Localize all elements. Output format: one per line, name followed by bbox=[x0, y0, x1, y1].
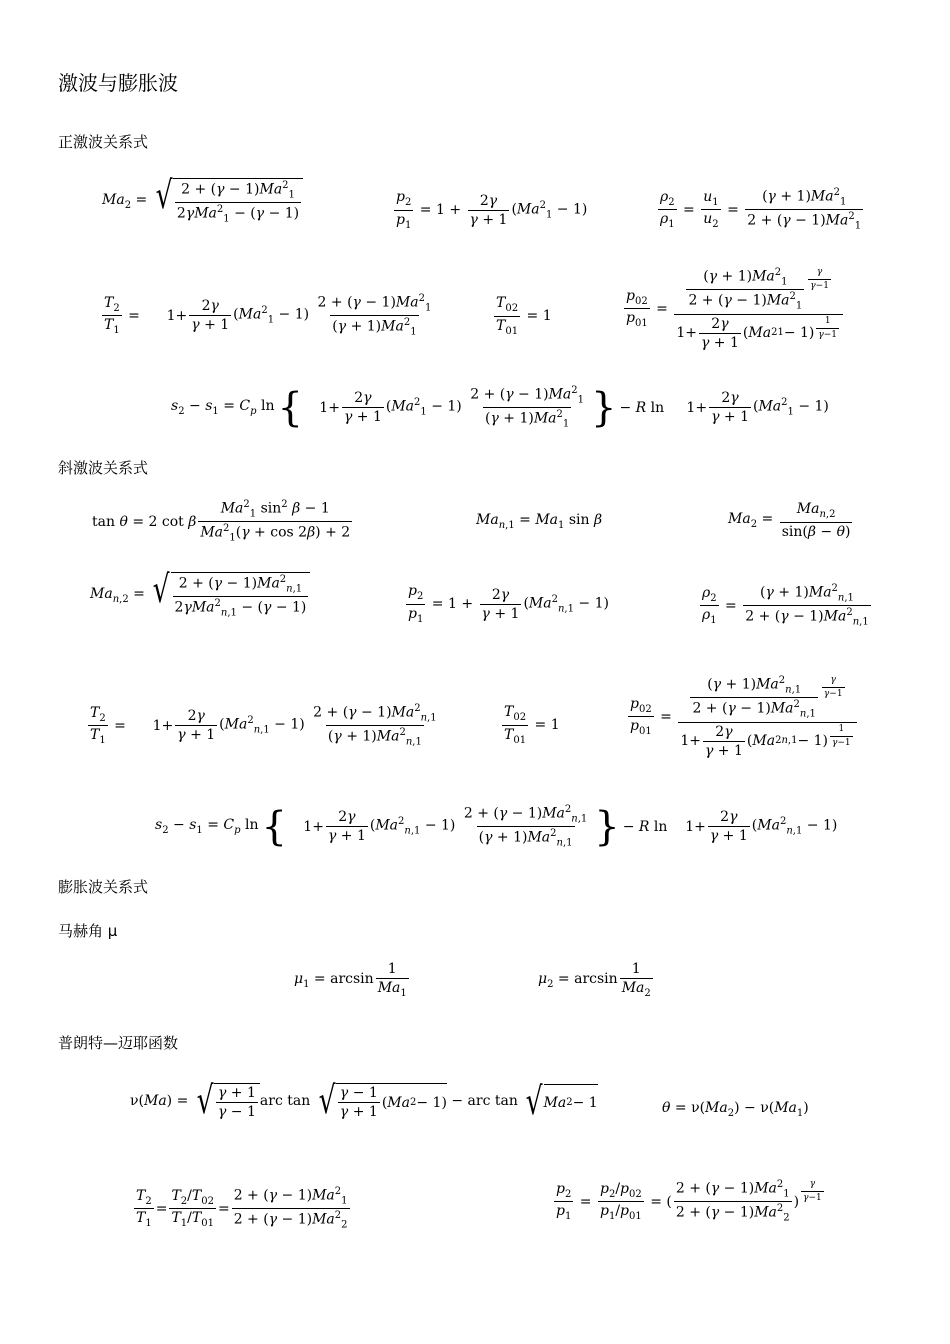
equation-normal-component-mach: $Ma_{n,1} = Ma_1$ sin β bbox=[476, 512, 603, 531]
equation-oblique-entropy: $s_2 - s_1 = C_p$ ln { 1+ $\frac{2\gamma}{\gamma + 1}$ $(Ma^2_{n,1} - 1)$ $\frac{2 + (\gamma - 1)Ma^2_{n,1}}{(\gamma + 1)Ma^2_{n,1}}$ } − R ln 1+ $\frac{2\gamma}{\gamma + 1}$ $(Ma^2_{n,1} - 1)$ bbox=[155, 803, 838, 850]
equation-turn-angle: $\theta = \nu(Ma_2) - \nu(Ma_1)$ bbox=[662, 1100, 809, 1119]
equation-normal-total-temperature: $\frac{T_{02}}{T_{01}}$ = 1 bbox=[496, 295, 552, 337]
equation-oblique-density-ratio: $\frac{\rho_2}{\rho_1}$ = $\frac{(\gamma + 1)Ma^2_{n,1}}{2 + (\gamma - 1)Ma^2_{n,1}}$ bbox=[702, 583, 869, 628]
equation-normal-total-pressure: $\frac{p_{02}}{p_{01}}$ = $\frac{(\gamma + 1)Ma^2_1}{2 + (\gamma - 1)Ma^2_1}$ $^{\frac{\gamma}{\gamma-1}}$ 1+ $\frac{2\gamma}{\gamma + 1}$ ( Ma 2 1 − 1) $^{\frac{1}{\gamma-1}}$ bbox=[622, 268, 845, 350]
equation-mach-angle-2: $\mu_2 = \arcsin$ $\frac{1}{Ma_2}$ bbox=[538, 961, 651, 999]
section-expansion-wave: 膨胀波关系式 bbox=[58, 878, 149, 896]
equation-normal-entropy: $s_2 - s_1 = C_p$ ln { 1+ $\frac{2\gamma}{\gamma + 1}$ $(Ma^2_1 - 1)$ $\frac{2 + (\gamma - 1)Ma^2_1}{(\gamma + 1)Ma^2_1}$ } − R ln 1+ $\frac{2\gamma}{\gamma + 1}$ $(Ma^2_1 - 1)$ bbox=[171, 384, 829, 431]
equation-oblique-total-pressure: $\frac{p_{02}}{p_{01}}$ = $\frac{(\gamma + 1)Ma^2_{n,1}}{2 + (\gamma - 1)Ma^2_{n,1}}$ $^{\frac{\gamma}{\gamma-1}}$ 1+ $\frac{2\gamma}{\gamma + 1}$ ( Ma 2 n,1 − 1) $^{\frac{1}{\gamma-1}}$ bbox=[626, 676, 859, 758]
equation-normal-density-ratio: $\frac{\rho_2}{\rho_1}$ = $\frac{u_1}{u_2}$ = $\frac{(\gamma + 1)Ma^2_1}{2 + (\gamma - 1)Ma^2_1}$ bbox=[660, 187, 862, 232]
equation-normal-temperature-ratio: $\frac{T_2}{T_1}$ = 1+ $\frac{2\gamma}{\gamma + 1}$ $(Ma^2_1 - 1)$ $\frac{2 + (\gamma - 1)Ma^2_1}{(\gamma + 1)Ma^2_1}$ bbox=[104, 293, 432, 338]
equation-expansion-pressure-ratio: $\frac{p_2}{p_1}$ = $\frac{p_2/p_{02}}{p_1/p_{01}}$ = ( $\frac{2 + (\gamma - 1)Ma^2_1}{2 + (\gamma - 1)Ma^2_2}$ ) $^{\frac{\gamma}{\gamma-1}}$ bbox=[556, 1179, 822, 1224]
section-oblique-shock: 斜激波关系式 bbox=[58, 459, 149, 477]
page-title: 激波与膨胀波 bbox=[58, 71, 178, 95]
equation-mach-angle-1: $\mu_1 = \arcsin$ $\frac{1}{Ma_1}$ bbox=[294, 961, 407, 999]
section-normal-shock: 正激波关系式 bbox=[58, 133, 149, 151]
subsection-mach-angle: 马赫角 μ bbox=[58, 922, 118, 940]
equation-expansion-temperature-ratio: $\frac{T_2}{T_1}$ = $\frac{T_2/T_{02}}{T_1/T_{01}}$ = $\frac{2 + (\gamma - 1)Ma^2_1}{2 + (\gamma - 1)Ma^2_2}$ bbox=[136, 1186, 348, 1231]
equation-normal-pressure-ratio: $\frac{p_2}{p_1}$ = 1 + $\frac{2\gamma}{\gamma + 1}$ $(Ma^2_1 - 1)$ bbox=[396, 189, 588, 231]
subsection-prandtl-meyer: 普朗特—迈耶函数 bbox=[58, 1034, 179, 1052]
equation-oblique-temperature-ratio: $\frac{T_2}{T_1}$ = 1+ $\frac{2\gamma}{\gamma + 1}$ $(Ma^2_{n,1} - 1)$ $\frac{2 + (\gamma - 1)Ma^2_{n,1}}{(\gamma + 1)Ma^2_{n,1}}$ bbox=[90, 703, 437, 748]
equation-normal-mach2: $Ma_2$ = √ $\frac{2 + (\gamma - 1)Ma^2_1}{2\gamma Ma^2_1 - (\gamma - 1)}$ bbox=[102, 178, 303, 225]
equation-theta-beta-mach: tan θ = 2 cot β $\frac{Ma^2_1 \sin^2 \beta - 1}{Ma^2_1(\gamma + \cos 2\beta) + 2}$ bbox=[92, 499, 351, 544]
equation-oblique-pressure-ratio: $\frac{p_2}{p_1}$ = 1 + $\frac{2\gamma}{\gamma + 1}$ $(Ma^2_{n,1} - 1)$ bbox=[408, 583, 609, 625]
equation-prandtl-meyer-function: ν(Ma) = √ $\frac{\gamma + 1}{\gamma - 1}$ arc tan √ $\frac{\gamma - 1}{\gamma + 1}$ ( Ma 2 − 1) − arc tan √ Ma 2 − 1 bbox=[130, 1078, 598, 1123]
equation-oblique-mach2: $Ma_2$ = $\frac{Ma_{n,2}}{\sin(\beta - \theta)}$ bbox=[728, 501, 851, 540]
equation-oblique-total-temperature: $\frac{T_{02}}{T_{01}}$ = 1 bbox=[504, 704, 560, 746]
equation-oblique-man2: $Ma_{n,2}$ = √ $\frac{2 + (\gamma - 1)Ma^2_{n,1}}{2\gamma Ma^2_{n,1} - (\gamma - 1)}$ bbox=[90, 572, 310, 619]
